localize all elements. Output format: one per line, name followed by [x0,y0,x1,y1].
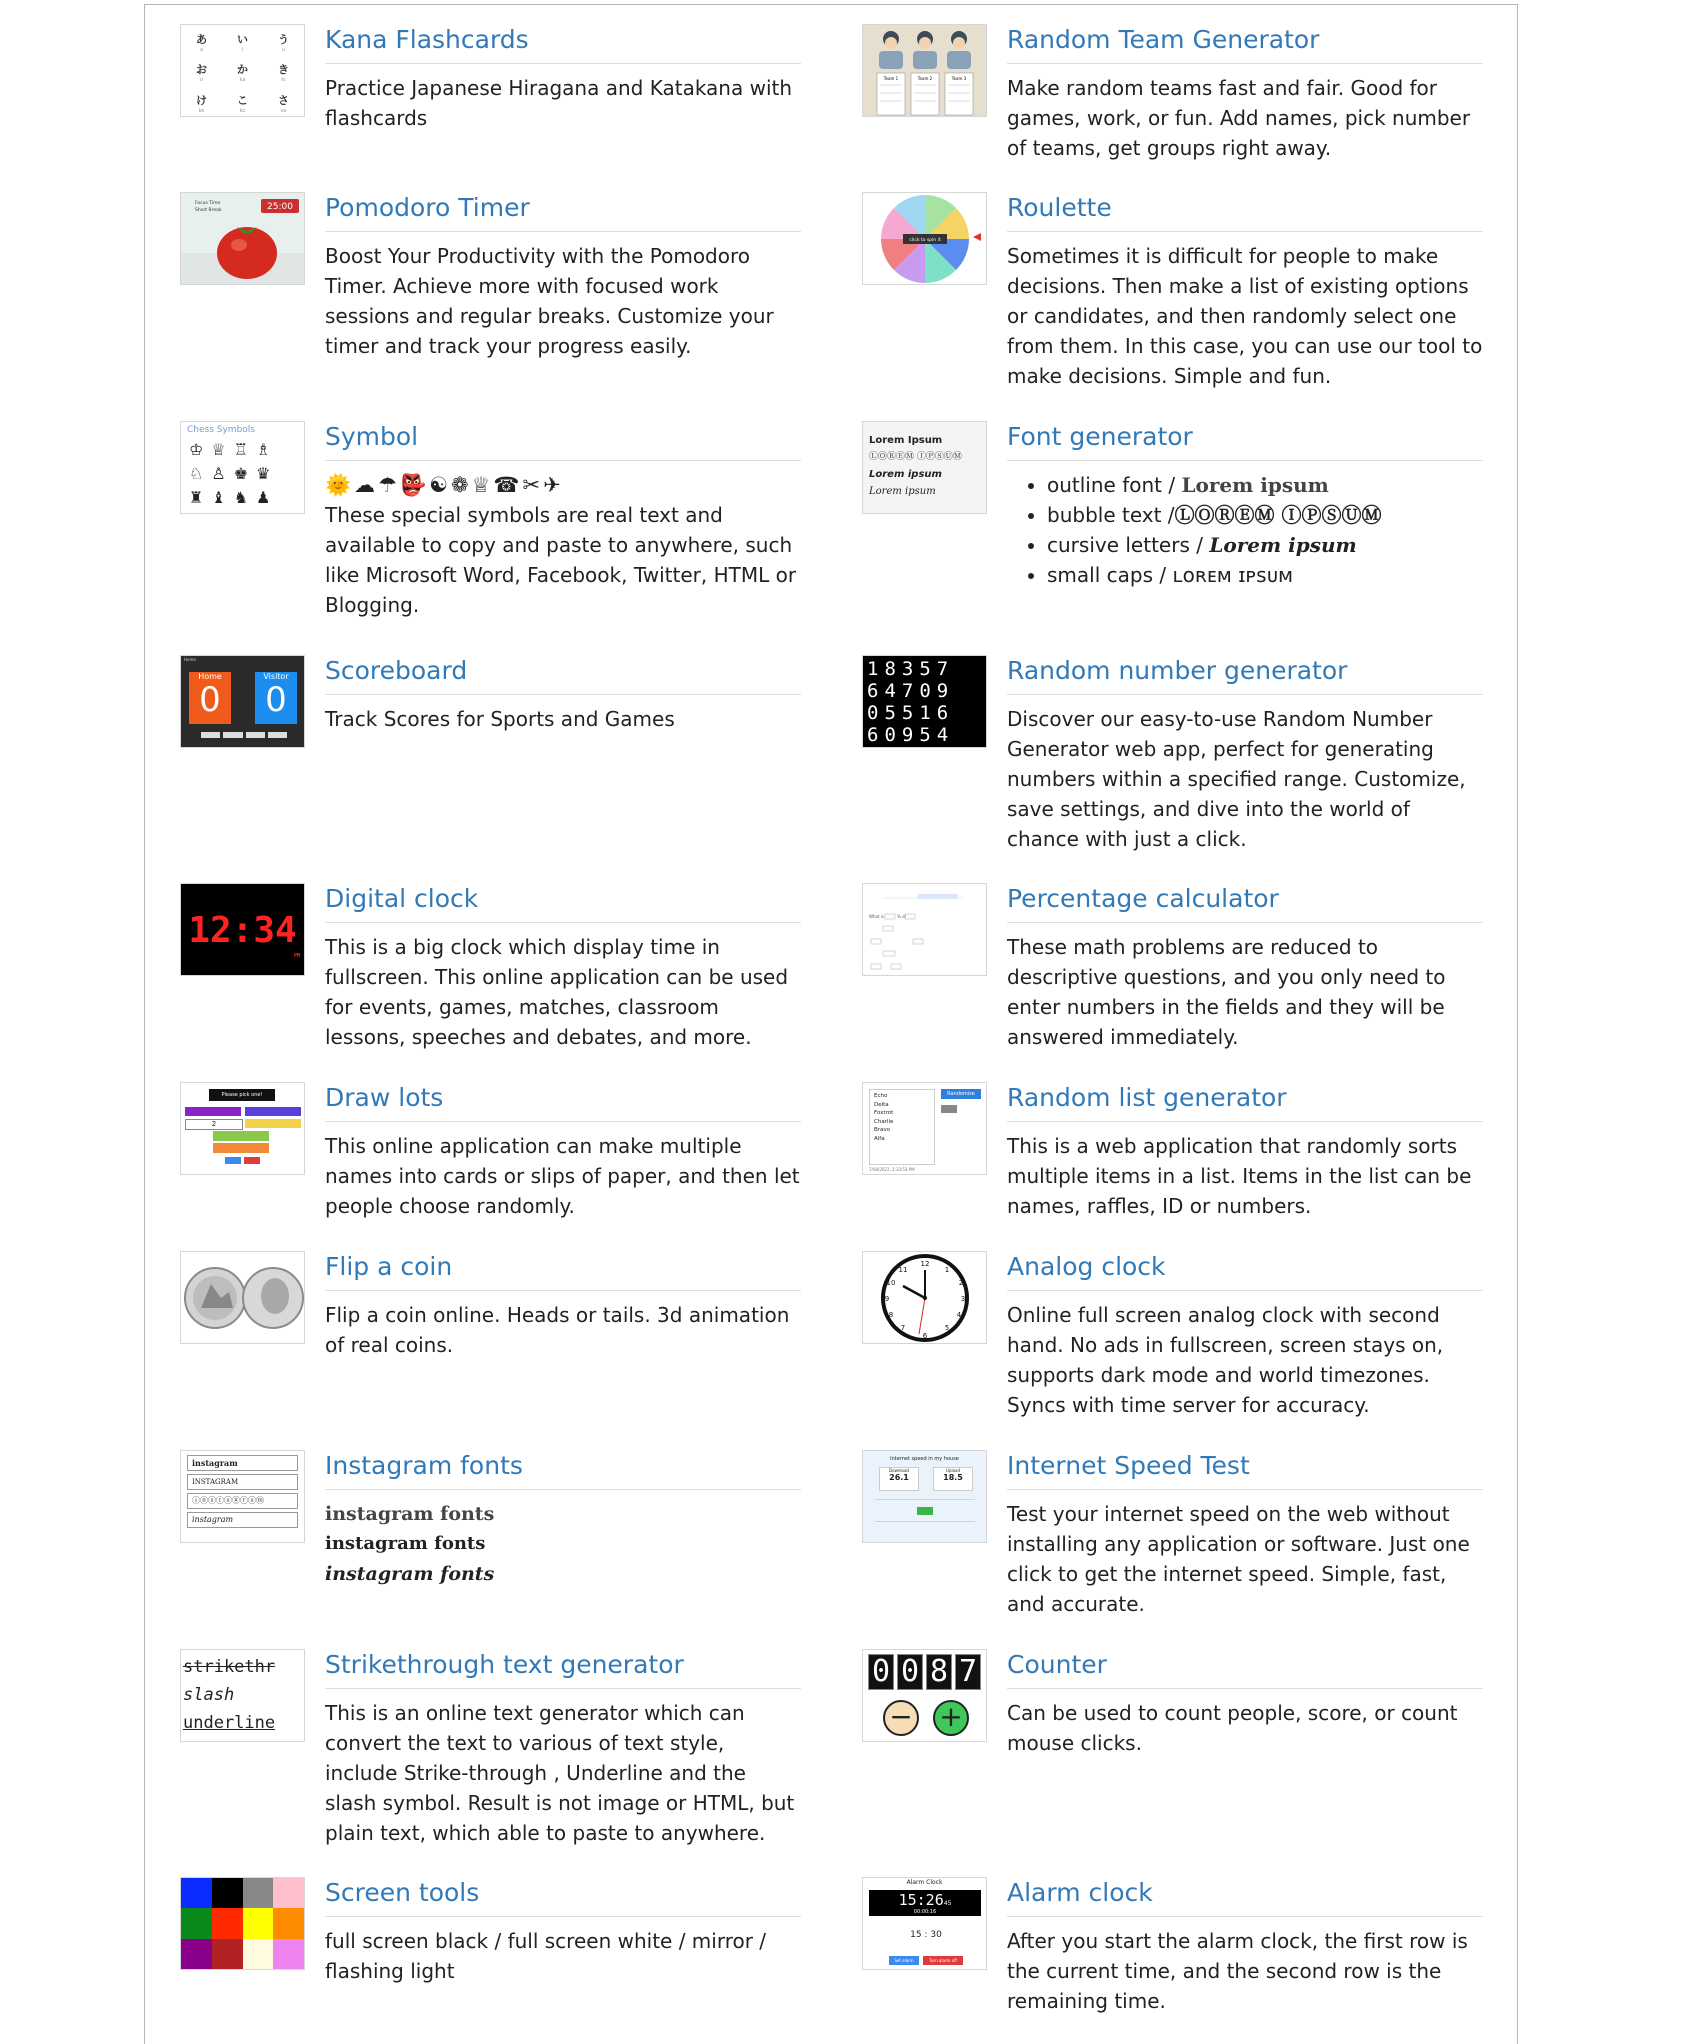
tool-title-link[interactable]: Roulette [1007,192,1483,232]
home-label: Home [198,672,222,681]
flip-coin-thumbnail[interactable] [180,1251,305,1344]
kana-cell: き ki [278,63,289,84]
draw-lots-thumbnail[interactable] [180,1082,305,1175]
tool-title-link[interactable]: Flip a coin [325,1251,801,1291]
tool-title-link[interactable]: Percentage calculator [1007,883,1483,923]
list-item: Charlie [874,1118,894,1125]
pomodoro-thumbnail[interactable] [180,192,305,285]
tool-title-link[interactable]: Random Team Generator [1007,24,1483,64]
plus-icon: + [933,1700,969,1736]
tool-description: This is an online text generator which can convert the text to various of text style, include Strike-through , Underline and the slash symbol. Result is not image or HTML, but plain text, which able to paste to anywhere. [325,1701,795,1845]
download-label: Download [889,1468,909,1473]
font-style-item: • small caps / ʟᴏʀᴇᴍ ɪᴘsᴜᴍ [1047,560,1483,590]
ig-font-sample: instagram fonts [325,1503,495,1525]
speed-test-thumbnail[interactable] [862,1450,987,1543]
svg-text:2: 2 [958,1279,964,1287]
random-number-thumbnail[interactable] [862,655,987,748]
kana-cell: け ke [196,93,207,114]
tool-description: full screen black / full screen white / mirror / flashing light [325,1929,767,1983]
font-style-item: • bubble text /ⓁⓄⓇⒺⓂ ⒾⓅⓈⓊⓂ [1047,500,1483,530]
alarm-current-time: 15:26 [898,1891,944,1909]
tool-description: These math problems are reduced to descriptive questions, and you only need to enter numbers in the fields and they will be answered immediately. [1007,935,1446,1049]
list-item: Delta [874,1101,889,1108]
ig-sample: instagram [187,1512,298,1528]
symbol-samples: 🌞☁☂👺☯❁♕☎✂✈ [325,473,564,497]
upload-label: Upload [945,1468,960,1473]
tool-title-link[interactable]: Font generator [1007,421,1483,461]
list-timestamp: 7/08/2022, 2:33:53 PM [869,1167,915,1172]
roulette-button-label: click to spin it [909,238,941,243]
tool-title-link[interactable]: Pomodoro Timer [325,192,801,232]
list-item: Foxtrot [874,1110,894,1116]
tool-description: This is a big clock which display time in fullscreen. This online application can be used for events, games, matches, classroom lessons, speeches and debates, and more. [325,935,789,1049]
digital-clock-thumbnail[interactable] [180,883,305,976]
tool-title-link[interactable]: Strikethrough text generator [325,1649,801,1689]
tool-title-link[interactable]: Alarm clock [1007,1877,1483,1917]
screen-tools-thumbnail[interactable] [180,1877,305,1970]
tool-title-link[interactable]: Symbol [325,421,801,461]
set-alarm-button: Set alarm [889,1956,919,1965]
tool-description: Sometimes it is difficult for people to make decisions. Then make a list of existing options or candidates, and then randomly select one from them. In this case, you can use our tool to make decisions. Simple and fun. [1007,244,1483,388]
counter-thumbnail[interactable] [862,1649,987,1742]
font-style-list [1007,470,1483,590]
tool-title-link[interactable]: Internet Speed Test [1007,1450,1483,1490]
tool-title-link[interactable]: Random number generator [1007,655,1483,695]
tool-title-link[interactable]: Digital clock [325,883,801,923]
visitor-score: 0 [265,680,287,720]
strike-sample: strikethr [183,1657,276,1677]
kana-cell: あ a [196,33,207,53]
tool-description: Flip a coin online. Heads or tails. 3d animation of real coins. [325,1303,790,1357]
alarm-remaining: 00:00:16 [913,1909,937,1915]
scoreboard-thumbnail[interactable] [180,655,305,748]
font-sample: Lorem ipsum [869,469,942,480]
kana-cell: こ ko [237,93,248,114]
pomodoro-time: 25:00 [267,202,293,212]
chess-symbols: ♔♕♖♗♘♙♚♛♜♝♞♟ [189,440,279,507]
font-generator-thumbnail[interactable] [862,421,987,514]
ig-sample: instagram [187,1455,298,1471]
svg-text:9: 9 [884,1295,890,1303]
pomodoro-label: Short Break [195,208,222,213]
minus-icon: − [883,1700,919,1736]
home-score: 0 [199,680,221,720]
tool-title-link[interactable]: Draw lots [325,1082,801,1122]
visitor-label: Visitor [263,672,289,681]
tool-description: These special symbols are real text and available to copy and paste to anywhere, such like Microsoft Word, Facebook, Twitter, HTML or Blogging. [325,503,797,617]
draw-lots-pick: 2 [185,1119,243,1130]
roulette-thumbnail[interactable] [862,192,987,285]
tool-description: Track Scores for Sports and Games [325,707,675,731]
analog-clock-thumbnail[interactable] [862,1251,987,1344]
svg-text:11: 11 [898,1266,908,1274]
speed-title: Internet speed in my house [890,1456,959,1462]
ig-font-sample: instagram fonts [325,1533,486,1554]
svg-text:1: 1 [944,1266,950,1274]
randomize-button: Randomize [941,1089,981,1099]
svg-text:4: 4 [956,1311,962,1319]
kana-flashcards-thumbnail[interactable] [180,24,305,117]
tool-description: Boost Your Productivity with the Pomodoro Timer. Achieve more with focused work sessions and regular breaks. Customize your timer and track your progress easily. [325,244,774,358]
alarm-off-button: Turn alarm off [923,1956,963,1965]
random-list-thumbnail[interactable] [862,1082,987,1175]
tool-description: This online application can make multiple names into cards or slips of paper, and then let people choose randomly. [325,1134,800,1218]
tool-title-link[interactable]: Scoreboard [325,655,801,695]
svg-text:5: 5 [944,1324,950,1332]
list-item: Bravo [874,1127,891,1133]
slash-sample: slash [183,1685,235,1705]
strikethrough-thumbnail[interactable] [180,1649,305,1742]
ig-sample: INSTAGRAM [187,1474,298,1490]
number-row: 60954 [867,724,955,746]
svg-text:12: 12 [920,1260,930,1268]
scoreboard-menu: Home [184,657,196,662]
kana-cell: お o [196,63,207,84]
tool-description: Can be used to count people, score, or count mouse clicks. [1007,1701,1458,1755]
pct-label: % of [897,914,906,919]
svg-text:7: 7 [900,1324,906,1332]
svg-text:6: 6 [922,1332,928,1340]
number-row: 64709 [867,680,955,702]
counter-digit: 8 [926,1654,952,1690]
percentage-calculator-thumbnail[interactable] [862,883,987,976]
tool-title-link[interactable]: Kana Flashcards [325,24,801,64]
team-label: Team 3 [951,76,967,81]
tool-title-link[interactable]: Random list generator [1007,1082,1483,1122]
counter-digit: 7 [955,1654,981,1690]
tool-description: This is a web application that randomly sorts multiple items in a list. Items in the list can be names, raffles, ID or numbers. [1007,1134,1472,1218]
kana-cell: か ka [237,63,248,84]
font-sample: Lorem ipsum [869,486,936,497]
underline-sample: underline [183,1713,276,1733]
kana-cell: さ sa [278,93,289,114]
team-label: Team 2 [917,76,933,81]
symbol-thumbnail[interactable] [180,421,305,514]
instagram-fonts-thumbnail[interactable] [180,1450,305,1543]
kana-cell: う u [278,33,289,53]
tool-title-link[interactable]: Analog clock [1007,1251,1483,1291]
ig-font-sample: instagram fonts [325,1563,495,1585]
svg-text:3: 3 [960,1295,966,1303]
pomodoro-label: Focus Time [195,201,221,206]
counter-digit: 0 [868,1654,894,1690]
tool-description: Test your internet speed on the web without installing any application or software. Just one click to get the internet speed. Simple, fast, and accurate. [1007,1502,1470,1616]
draw-lots-title: Please pick one! [209,1089,275,1101]
counter-digit: 0 [897,1654,923,1690]
pct-label: What is [869,914,884,919]
font-style-item: • outline font / Lorem ipsum [1047,470,1483,500]
tool-description: Online full screen analog clock with second hand. No ads in fullscreen, screen stays on, supports dark mode and world timezones. Syncs with time server for accuracy. [1007,1303,1444,1417]
font-sample: Lorem Ipsum [869,435,943,446]
list-item: Echo [874,1093,888,1099]
tool-description: Make random teams fast and fair. Good for games, work, or fun. Add names, pick number of teams, get groups right away. [1007,76,1471,160]
list-item: Alfa [874,1135,885,1142]
number-row: 18357 [867,658,955,680]
svg-text:10: 10 [886,1279,896,1287]
download-value: 26.1 [889,1473,909,1482]
tool-description: After you start the alarm clock, the first row is the current time, and the second row is the remaining time. [1007,1929,1468,2013]
chess-title: Chess Symbols [187,425,255,435]
tool-title-link[interactable]: Instagram fonts [325,1450,801,1490]
alarm-hour: 15 [910,1930,922,1940]
alarm-minute: 30 [930,1930,942,1940]
alarm-seconds: 45 [943,1900,952,1907]
tool-title-link[interactable]: Screen tools [325,1877,801,1917]
alarm-title: Alarm Clock [906,1879,943,1886]
digital-clock-time: 12:34 [188,910,297,951]
upload-value: 18.5 [943,1473,963,1482]
alarm-clock-thumbnail[interactable]: Alarm Clock 15:2645 00:00:16 15 : 30 Set alarm Turn alarm off [862,1877,987,1970]
tool-description: Practice Japanese Hiragana and Katakana with flashcards [325,76,793,130]
tool-description: Discover our easy-to-use Random Number Generator web app, perfect for generating numbers within a specified range. Customize, save settings, and dive into the world of chance with just a click. [1007,707,1466,851]
tool-title-link[interactable]: Counter [1007,1649,1483,1689]
font-style-item: • cursive letters / Lorem ipsum [1047,530,1483,560]
font-sample: ⓁⓄⓇⒺⓂ ⒾⓅⓈⓊⓂ [869,452,962,462]
kana-cell: い i [237,33,248,53]
ig-sample: ⓘⓝⓢⓣⓐⓖⓡⓐⓜ [187,1493,298,1509]
number-row: 05516 [867,702,955,724]
team-generator-thumbnail[interactable] [862,24,987,117]
svg-text:8: 8 [888,1311,894,1319]
team-label: Team 1 [883,76,899,81]
digital-clock-ampm: PM [293,953,300,959]
